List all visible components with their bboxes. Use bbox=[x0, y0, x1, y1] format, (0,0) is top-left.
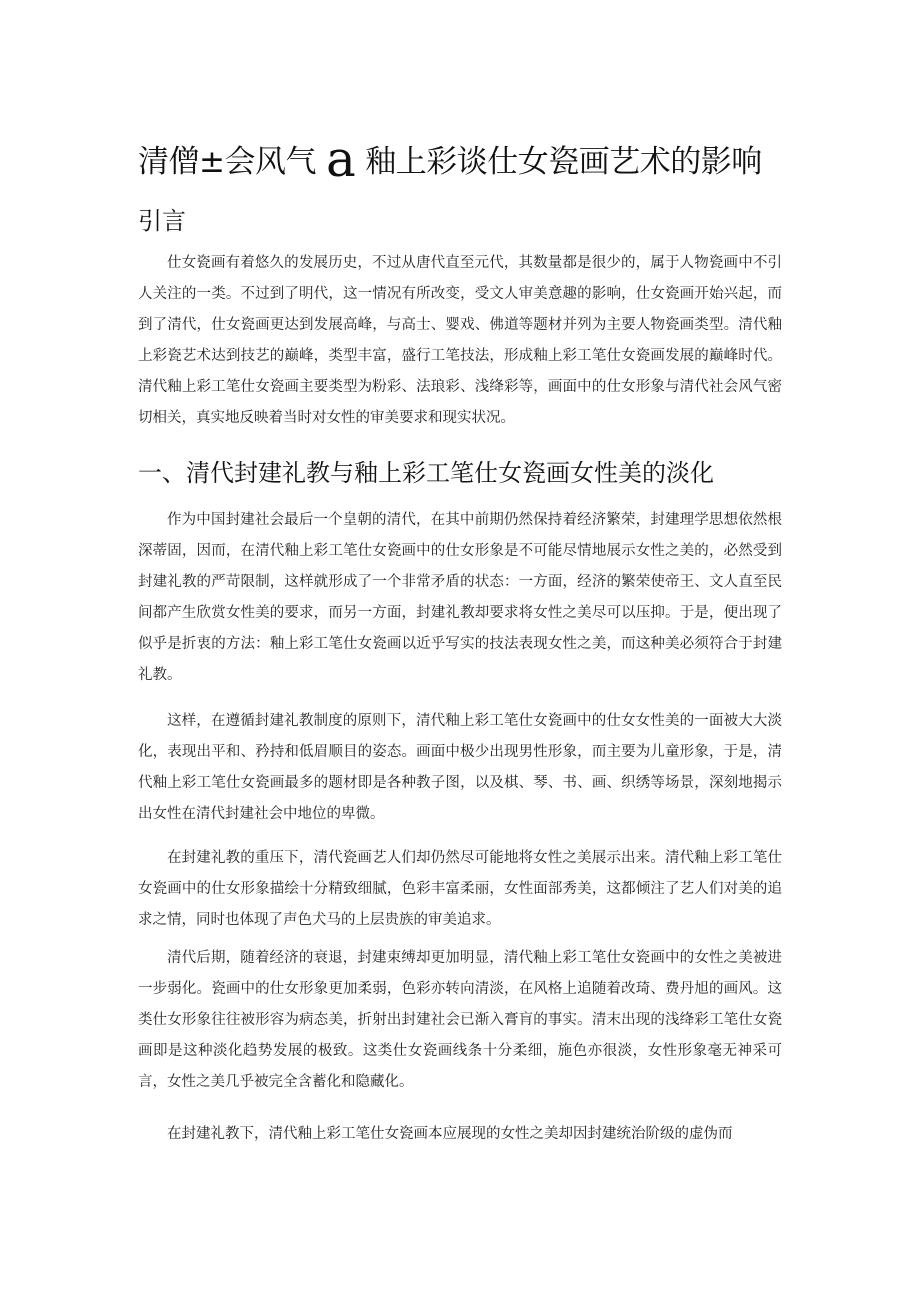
document-title bbox=[138, 130, 778, 188]
section-1-heading: 一、清代封建礼教与釉上彩工笔仕女瓷画女性美的淡化 bbox=[138, 459, 714, 487]
title-glyph: a bbox=[325, 130, 356, 188]
intro-paragraph: 仕女瓷画有着悠久的发展历史，不过从唐代直至元代，其数量都是很少的，属于人物瓷画中不引人关注的一类。不过到了明代，这一情况有所改变，受文人审美意趣的影响，仕女瓷画开始兴起，而到了清代，仕女瓷画更达到发展高峰，与高士、婴戏、佛道等题材并列为主要人物瓷画类型。清代釉上彩瓷艺术达到技艺的巅峰，类型丰富，盛行工笔技法，形成釉上彩工笔仕女瓷画发展的巅峰时代。清代釉上彩工笔仕女瓷画主要类型为粉彩、法琅彩、浅绛彩等，画面中的仕女形象与清代社会风气密切相关，真实地反映着当时对女性的审美要求和现实状况。 bbox=[138, 255, 782, 426]
title-part-2: 釉上彩谈仕女瓷画艺术的影响 bbox=[365, 144, 762, 180]
section-1-paragraph-1: 作为中国封建社会最后一个皇朝的清代，在其中前期仍然保持着经济繁荣，封建理学思想依然根深蒂固，因而，在清代釉上彩工笔仕女瓷画中的仕女形象是不可能尽情地展示女性之美的，必然受到封建礼教的严苛限制，这样就形成了一个非常矛盾的状态：一方面，经济的繁荣使帝王、文人直至民间都产生欣赏女性美的要求，而另一方面，封建礼教却要求将女性之美尽可以压抑。于是，便出现了似乎是折衷的方法：釉上彩工笔仕女瓷画以近乎写实的技法表现女性之美，而这种美必须符合于封建礼教。 bbox=[138, 512, 782, 683]
section-1-paragraph-3: 在封建礼教的重压下，清代瓷画艺人们却仍然尽可能地将女性之美展示出来。清代釉上彩工笔仕女瓷画中的仕女形象描绘十分精致细腻，色彩丰富柔丽，女性面部秀美，这都倾注了艺人们对美的追求之情，同时也体现了声色犬马的上层贵族的审美追求。 bbox=[138, 850, 782, 928]
title-part-1: 清僧±会风气 bbox=[138, 144, 316, 180]
section-1-paragraph-4: 清代后期，随着经济的衰退，封建束缚却更加明显，清代釉上彩工笔仕女瓷画中的女性之美被进一步弱化。瓷画中的仕女形象更加柔弱，色彩亦转向清淡，在风格上追随着改琦、费丹旭的画风。这类仕女形象往往被形容为病态美，折射出封建社会已渐入膏肓的事实。清末出现的浅绛彩工笔仕女瓷画即是这种淡化趋势发展的极致。这类仕女瓷画线条十分柔细，施色亦很淡，女性形象毫无神采可言，女性之美几乎被完全含蓄化和隐藏化。 bbox=[138, 950, 782, 1090]
section-1-paragraph-2: 这样，在遵循封建礼教制度的原则下，清代釉上彩工笔仕女瓷画中的仕女女性美的一面被大大淡化，表现出平和、矜持和低眉顺目的姿态。画面中极少出现男性形象，而主要为儿童形象，于是，清代釉上彩工笔仕女瓷画最多的题材即是各种教子图，以及棋、琴、书、画、织绣等场景，深刻地揭示出女性在清代封建社会中地位的卑微。 bbox=[138, 713, 782, 822]
intro-heading: 引言 bbox=[138, 207, 186, 235]
section-1-paragraph-5: 在封建礼教下，清代釉上彩工笔仕女瓷画本应展现的女性之美却因封建统治阶级的虚伪而 bbox=[167, 1126, 733, 1142]
